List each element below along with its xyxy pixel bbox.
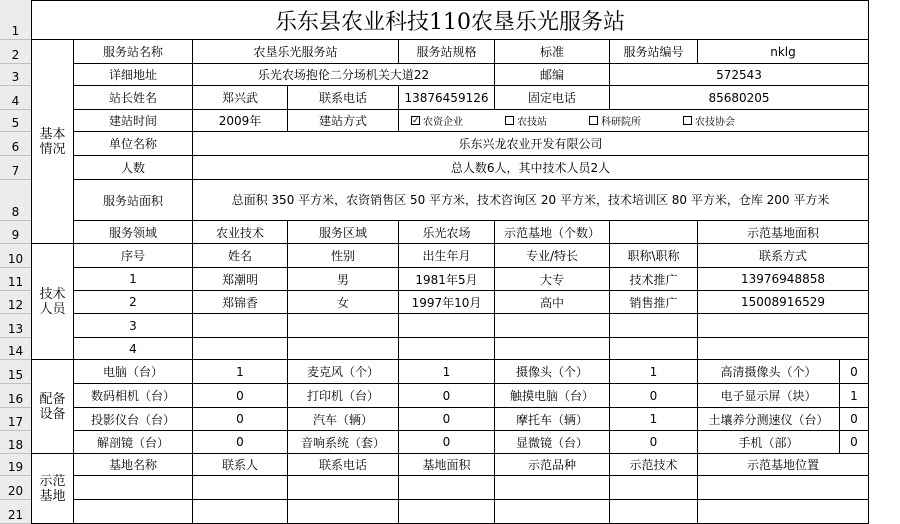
field-label[interactable]: 建站时间 xyxy=(74,110,193,132)
section-label-equip[interactable] xyxy=(31,360,74,454)
section-label-tech[interactable] xyxy=(31,244,74,360)
table-cell[interactable] xyxy=(610,314,698,338)
row-number[interactable]: 17 xyxy=(0,408,31,431)
table-cell[interactable] xyxy=(193,338,288,360)
section-label-basic[interactable] xyxy=(31,40,74,244)
field-label[interactable]: 服务区域 xyxy=(288,221,399,244)
field-label[interactable]: 联系电话 xyxy=(288,86,399,110)
field-label[interactable]: 固定电话 xyxy=(495,86,610,110)
column-header[interactable]: 示范品种 xyxy=(495,454,610,476)
table-cell[interactable] xyxy=(495,338,610,360)
table-cell[interactable] xyxy=(399,500,495,524)
table-cell[interactable] xyxy=(193,500,288,524)
table-cell[interactable] xyxy=(193,476,288,500)
equipment-count[interactable]: 1 xyxy=(610,360,698,384)
build-mode-checkbox[interactable] xyxy=(411,113,463,128)
table-cell[interactable] xyxy=(610,500,698,524)
field-label[interactable]: 服务站编号 xyxy=(610,40,698,64)
table-cell[interactable]: 13976948858 xyxy=(698,268,869,291)
equipment-count[interactable]: 0 xyxy=(840,408,869,431)
field-label[interactable]: 站长姓名 xyxy=(74,86,193,110)
table-cell[interactable] xyxy=(495,476,610,500)
field-value[interactable]: 13876459126 xyxy=(399,86,495,110)
table-cell[interactable]: 4 xyxy=(74,338,193,360)
equipment-count[interactable]: 0 xyxy=(193,384,288,408)
row-number[interactable]: 18 xyxy=(0,431,31,454)
field-label[interactable]: 单位名称 xyxy=(74,132,193,156)
build-mode-options[interactable] xyxy=(399,110,869,132)
column-header[interactable]: 示范技术 xyxy=(610,454,698,476)
equipment-count[interactable]: 1 xyxy=(193,360,288,384)
field-value[interactable]: 乐光农场 xyxy=(399,221,495,244)
unchecked-box-icon[interactable] xyxy=(505,116,514,125)
equipment-count[interactable]: 1 xyxy=(840,384,869,408)
section-label-line: 配备 xyxy=(39,391,66,407)
section-label-line: 人员 xyxy=(39,301,66,317)
equipment-label[interactable]: 解剖镜（台） xyxy=(74,431,193,454)
field-label[interactable]: 建站方式 xyxy=(288,110,399,132)
equipment-count[interactable]: 1 xyxy=(610,408,698,431)
field-label[interactable]: 详细地址 xyxy=(74,64,193,86)
build-mode-label: 农资企业 xyxy=(423,117,463,128)
table-cell[interactable]: 大专 xyxy=(495,268,610,291)
row-number[interactable]: 6 xyxy=(0,132,31,156)
row-number[interactable]: 15 xyxy=(0,360,31,384)
table-cell[interactable] xyxy=(610,476,698,500)
build-mode-checkbox[interactable] xyxy=(505,113,547,128)
equipment-count[interactable]: 0 xyxy=(610,384,698,408)
field-label[interactable]: 邮编 xyxy=(495,64,610,86)
section-label-line: 基地 xyxy=(39,488,66,504)
table-cell[interactable]: 1981年5月 xyxy=(399,268,495,291)
column-header[interactable]: 联系电话 xyxy=(288,454,399,476)
table-cell[interactable] xyxy=(698,314,869,338)
table-cell[interactable] xyxy=(610,338,698,360)
field-value[interactable]: 2009年 xyxy=(193,110,288,132)
sheet-title[interactable]: 乐东县农业科技110农垦乐光服务站 xyxy=(31,0,869,40)
row-header-column xyxy=(0,0,32,524)
table-cell[interactable]: 1997年10月 xyxy=(399,291,495,314)
equipment-label[interactable]: 手机（部） xyxy=(698,431,840,454)
section-label-line: 技术 xyxy=(39,286,66,302)
equipment-count[interactable]: 0 xyxy=(399,431,495,454)
column-header[interactable]: 基地名称 xyxy=(74,454,193,476)
table-cell[interactable] xyxy=(399,314,495,338)
table-cell[interactable] xyxy=(495,314,610,338)
field-value[interactable] xyxy=(610,221,698,244)
equipment-count[interactable]: 0 xyxy=(840,360,869,384)
equipment-label[interactable]: 电子显示屏（块） xyxy=(698,384,840,408)
unchecked-box-icon[interactable] xyxy=(589,116,598,125)
table-cell[interactable] xyxy=(74,500,193,524)
field-value[interactable]: 乐光农场抱伦二分场机关大道22 xyxy=(193,64,495,86)
table-cell[interactable]: 技术推广 xyxy=(610,268,698,291)
equipment-count[interactable]: 0 xyxy=(193,431,288,454)
equipment-count[interactable]: 1 xyxy=(399,360,495,384)
table-cell[interactable]: 女 xyxy=(288,291,399,314)
table-cell[interactable] xyxy=(399,338,495,360)
column-header[interactable]: 职称\职称 xyxy=(610,244,698,268)
equipment-count[interactable]: 0 xyxy=(193,408,288,431)
section-label-line: 基本 xyxy=(39,126,66,142)
equipment-label[interactable]: 音响系统（套） xyxy=(288,431,399,454)
unchecked-box-icon[interactable] xyxy=(683,116,692,125)
field-value[interactable]: nklg xyxy=(698,40,869,64)
table-cell[interactable]: 2 xyxy=(74,291,193,314)
table-cell[interactable] xyxy=(698,476,869,500)
row-number[interactable]: 8 xyxy=(0,180,31,221)
field-value[interactable]: 乐东兴龙农业开发有限公司 xyxy=(193,132,869,156)
table-cell[interactable]: 男 xyxy=(288,268,399,291)
row-number[interactable]: 7 xyxy=(0,156,31,180)
section-label-line: 示范 xyxy=(39,473,66,489)
table-cell[interactable]: 高中 xyxy=(495,291,610,314)
field-value[interactable]: 标准 xyxy=(495,40,610,64)
column-header[interactable]: 性别 xyxy=(288,244,399,268)
row-number[interactable]: 4 xyxy=(0,86,31,110)
field-label[interactable]: 服务站面积 xyxy=(74,180,193,221)
section-label-line: 设备 xyxy=(39,406,66,422)
table-cell[interactable]: 郑潮明 xyxy=(193,268,288,291)
row-number[interactable]: 9 xyxy=(0,221,31,244)
row-number[interactable]: 2 xyxy=(0,40,31,64)
table-cell[interactable] xyxy=(193,314,288,338)
table-cell[interactable]: 15008916529 xyxy=(698,291,869,314)
section-label-line: 情况 xyxy=(39,141,66,157)
row-number[interactable]: 10 xyxy=(0,244,31,268)
table-cell[interactable] xyxy=(288,476,399,500)
column-header[interactable]: 基地面积 xyxy=(399,454,495,476)
equipment-label[interactable]: 摩托车（辆） xyxy=(495,408,610,431)
column-header[interactable]: 联系方式 xyxy=(698,244,869,268)
field-value[interactable]: 农垦乐光服务站 xyxy=(193,40,399,64)
column-header[interactable]: 联系人 xyxy=(193,454,288,476)
row-number[interactable]: 14 xyxy=(0,338,31,360)
field-value[interactable]: 85680205 xyxy=(610,86,869,110)
build-mode-checkbox[interactable] xyxy=(683,113,735,128)
equipment-label[interactable]: 麦克风（个） xyxy=(288,360,399,384)
table-cell[interactable]: 1 xyxy=(74,268,193,291)
equipment-label[interactable]: 触摸电脑（台） xyxy=(495,384,610,408)
equipment-count[interactable]: 0 xyxy=(399,408,495,431)
equipment-label[interactable]: 显微镜（台） xyxy=(495,431,610,454)
table-cell[interactable] xyxy=(698,500,869,524)
table-cell[interactable]: 3 xyxy=(74,314,193,338)
row-number[interactable]: 5 xyxy=(0,110,31,132)
field-label[interactable]: 服务站名称 xyxy=(74,40,193,64)
equipment-label[interactable]: 数码相机（台） xyxy=(74,384,193,408)
row-number[interactable]: 13 xyxy=(0,314,31,338)
equipment-label[interactable]: 打印机（台） xyxy=(288,384,399,408)
equipment-label[interactable]: 摄像头（个） xyxy=(495,360,610,384)
table-cell[interactable]: 销售推广 xyxy=(610,291,698,314)
equipment-label[interactable]: 土壤养分测速仪（台） xyxy=(698,408,840,431)
column-header[interactable]: 出生年月 xyxy=(399,244,495,268)
row-number[interactable]: 11 xyxy=(0,268,31,291)
build-mode-label: 农技站 xyxy=(517,117,547,128)
field-value[interactable]: 572543 xyxy=(610,64,869,86)
equipment-count[interactable]: 0 xyxy=(399,384,495,408)
field-label[interactable]: 服务站规格 xyxy=(399,40,495,64)
field-value[interactable]: 总面积 350 平方米，农资销售区 50 平方米，技术咨询区 20 平方米，技术培训区 80 平方米，仓库 200 平方米 xyxy=(193,180,869,221)
checked-box-icon[interactable]: ✓ xyxy=(412,116,420,126)
equipment-count[interactable]: 0 xyxy=(840,431,869,454)
table-cell[interactable] xyxy=(288,500,399,524)
field-label[interactable]: 示范基地（个数） xyxy=(495,221,610,244)
column-header[interactable]: 序号 xyxy=(74,244,193,268)
equipment-label[interactable]: 电脑（台） xyxy=(74,360,193,384)
section-label-demo[interactable] xyxy=(31,454,74,524)
equipment-label[interactable]: 高清摄像头（个） xyxy=(698,360,840,384)
row-number[interactable]: 19 xyxy=(0,454,31,476)
table-cell[interactable] xyxy=(399,476,495,500)
row-number[interactable]: 1 xyxy=(0,0,31,40)
field-label[interactable]: 示范基地面积 xyxy=(698,221,869,244)
row-number[interactable]: 16 xyxy=(0,384,31,408)
column-header[interactable]: 示范基地位置 xyxy=(698,454,869,476)
equipment-count[interactable]: 0 xyxy=(610,431,698,454)
row-number[interactable]: 12 xyxy=(0,291,31,314)
row-number[interactable]: 3 xyxy=(0,64,31,86)
table-cell[interactable] xyxy=(288,314,399,338)
row-number[interactable]: 20 xyxy=(0,476,31,500)
table-cell[interactable] xyxy=(698,338,869,360)
equipment-label[interactable]: 投影仪台（台） xyxy=(74,408,193,431)
equipment-label[interactable]: 汽车（辆） xyxy=(288,408,399,431)
table-cell[interactable]: 郑锦香 xyxy=(193,291,288,314)
build-mode-label: 农技协会 xyxy=(695,117,735,128)
table-cell[interactable] xyxy=(288,338,399,360)
column-header[interactable]: 专业/特长 xyxy=(495,244,610,268)
field-value[interactable]: 农业技术 xyxy=(193,221,288,244)
field-label[interactable]: 人数 xyxy=(74,156,193,180)
table-cell[interactable] xyxy=(495,500,610,524)
field-value[interactable]: 总人数6人，其中技术人员2人 xyxy=(193,156,869,180)
build-mode-checkbox[interactable] xyxy=(589,113,641,128)
field-value[interactable]: 郑兴武 xyxy=(193,86,288,110)
form-grid xyxy=(31,0,900,524)
column-header[interactable]: 姓名 xyxy=(193,244,288,268)
row-number[interactable]: 21 xyxy=(0,500,31,524)
build-mode-label: 科研院所 xyxy=(601,117,641,128)
table-cell[interactable] xyxy=(74,476,193,500)
field-label[interactable]: 服务领域 xyxy=(74,221,193,244)
